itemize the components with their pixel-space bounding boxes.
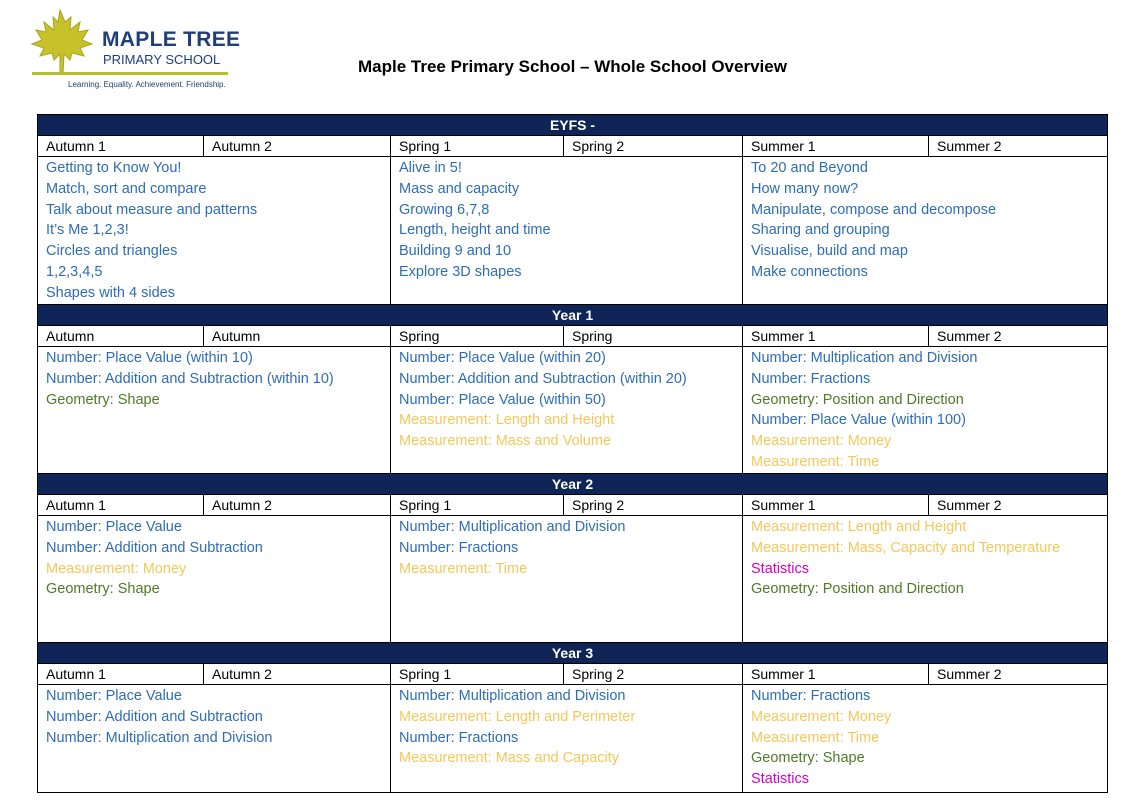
topic-item: It’s Me 1,2,3!: [46, 222, 129, 239]
term-topics: [38, 685, 391, 793]
topic-item: Number: Fractions: [399, 729, 519, 746]
topic-item: Number: Place Value: [46, 688, 182, 704]
term-topics: [743, 516, 1108, 643]
term-topics: [391, 685, 743, 793]
topic-item: Number: Fractions: [399, 539, 519, 556]
half-term-label: Summer 1: [743, 664, 929, 685]
half-term-label: Summer 1: [743, 136, 929, 157]
half-term-row: [38, 326, 1108, 347]
half-term-label: Spring 2: [564, 495, 743, 516]
half-term-label: Spring 2: [564, 136, 743, 157]
topic-item: Building 9 and 10: [399, 243, 512, 260]
topic-item: Measurement: Mass and Volume: [399, 433, 611, 450]
maple-leaf-icon: [24, 8, 104, 78]
half-term-label: Autumn 1: [38, 495, 204, 516]
half-term-row: [38, 136, 1108, 157]
topic-item: Number: Place Value: [46, 519, 182, 535]
section-heading: EYFS -: [38, 115, 1108, 136]
half-term-label: Autumn: [204, 326, 391, 347]
half-term-label: Spring 1: [391, 495, 564, 516]
topic-item: Alive in 5!: [399, 160, 462, 176]
topic-item: Number: Addition and Subtraction (within 20): [399, 370, 687, 387]
section-band: [38, 643, 1108, 664]
term-topics: [391, 347, 743, 474]
section-heading: Year 2: [38, 474, 1108, 495]
logo-name-line2: PRIMARY SCHOOL: [103, 52, 221, 67]
topic-item: To 20 and Beyond: [751, 160, 868, 176]
half-term-label: Summer 1: [743, 495, 929, 516]
term-topics: [38, 516, 391, 643]
term-topics: [743, 685, 1108, 793]
topics-row: [38, 347, 1108, 474]
topic-item: Make connections: [751, 263, 868, 280]
topic-item: Statistics: [751, 771, 810, 788]
topic-item: Number: Place Value (within 100): [751, 412, 966, 429]
half-term-label: Autumn 1: [38, 136, 204, 157]
topic-item: Explore 3D shapes: [399, 263, 522, 280]
half-term-label: Spring 1: [391, 664, 564, 685]
half-term-label: Summer 1: [743, 326, 929, 347]
topic-item: Measurement: Mass and Capacity: [399, 750, 620, 767]
topic-item: Sharing and grouping: [751, 222, 890, 239]
topic-item: Number: Multiplication and Division: [399, 688, 626, 704]
topic-item: Geometry: Position and Direction: [751, 581, 964, 598]
topic-item: Match, sort and compare: [46, 180, 207, 197]
topic-item: Number: Addition and Subtraction: [46, 539, 263, 556]
half-term-row: [38, 495, 1108, 516]
topic-item: Talk about measure and patterns: [46, 201, 258, 218]
topic-item: Measurement: Length and Perimeter: [399, 708, 636, 725]
term-topics: [391, 516, 743, 643]
half-term-label: Autumn: [38, 326, 204, 347]
topic-item: Number: Place Value (within 10): [46, 350, 253, 366]
topic-item: Measurement: Time: [751, 453, 880, 470]
term-topics: [743, 157, 1108, 305]
section-band: [38, 115, 1108, 136]
term-topics: [743, 347, 1108, 474]
topic-item: 1,2,3,4,5: [46, 263, 103, 280]
topic-item: Number: Place Value (within 20): [399, 350, 606, 366]
topic-item: Measurement: Mass, Capacity and Temperature: [751, 539, 1061, 556]
topic-item: Measurement: Money: [46, 560, 187, 577]
topic-item: Number: Fractions: [751, 688, 871, 704]
topic-item: Number: Place Value (within 50): [399, 391, 606, 408]
half-term-label: Autumn 2: [204, 664, 391, 685]
topic-item: Statistics: [751, 560, 810, 577]
topic-item: Mass and capacity: [399, 180, 520, 197]
topic-item: Shapes with 4 sides: [46, 284, 175, 301]
topic-item: Number: Addition and Subtraction (within 10): [46, 370, 334, 387]
topic-item: Measurement: Money: [751, 433, 892, 450]
half-term-label: Spring: [391, 326, 564, 347]
half-term-label: Summer 2: [929, 136, 1108, 157]
topic-item: Measurement: Money: [751, 708, 892, 725]
topic-item: Measurement: Length and Height: [399, 412, 615, 429]
topic-item: Geometry: Position and Direction: [751, 391, 964, 408]
section-band: [38, 474, 1108, 495]
section-band: [38, 305, 1108, 326]
half-term-label: Summer 2: [929, 664, 1108, 685]
topic-item: Measurement: Time: [751, 729, 880, 746]
topic-item: Measurement: Time: [399, 560, 528, 577]
topic-item: Measurement: Length and Height: [751, 519, 967, 535]
topic-item: Number: Multiplication and Division: [751, 350, 978, 366]
half-term-label: Autumn 2: [204, 495, 391, 516]
half-term-row: [38, 664, 1108, 685]
topic-item: Getting to Know You!: [46, 160, 182, 176]
topics-row: [38, 516, 1108, 643]
topic-item: Number: Multiplication and Division: [46, 729, 273, 746]
topic-item: Growing 6,7,8: [399, 201, 490, 218]
section-heading: Year 3: [38, 643, 1108, 664]
logo-name-line1: MAPLE TREE: [102, 28, 241, 51]
topic-item: Number: Addition and Subtraction: [46, 708, 263, 725]
topic-item: Visualise, build and map: [751, 243, 908, 260]
half-term-label: Summer 2: [929, 495, 1108, 516]
overview-table: [37, 114, 1108, 793]
logo-divider: [32, 72, 228, 75]
topic-item: Circles and triangles: [46, 243, 178, 260]
school-logo: [24, 8, 241, 92]
topic-item: Geometry: Shape: [46, 391, 160, 408]
topic-item: Geometry: Shape: [751, 750, 865, 767]
half-term-label: Autumn 1: [38, 664, 204, 685]
topic-item: Length, height and time: [399, 222, 551, 239]
topic-item: Geometry: Shape: [46, 581, 160, 598]
topic-item: Number: Fractions: [751, 370, 871, 387]
half-term-label: Spring 1: [391, 136, 564, 157]
page-title: Maple Tree Primary School – Whole School Overview: [358, 57, 787, 76]
half-term-label: Autumn 2: [204, 136, 391, 157]
logo-tagline: Learning. Equality. Achievement. Friendship.: [68, 80, 226, 89]
half-term-label: Spring: [564, 326, 743, 347]
half-term-label: Summer 2: [929, 326, 1108, 347]
term-topics: [391, 157, 743, 305]
section-heading: Year 1: [38, 305, 1108, 326]
topic-item: Manipulate, compose and decompose: [751, 201, 997, 218]
topics-row: [38, 157, 1108, 305]
half-term-label: Spring 2: [564, 664, 743, 685]
term-topics: [38, 347, 391, 474]
term-topics: [38, 157, 391, 305]
topics-row: [38, 685, 1108, 793]
topic-item: How many now?: [751, 180, 859, 197]
topic-item: Number: Multiplication and Division: [399, 519, 626, 535]
